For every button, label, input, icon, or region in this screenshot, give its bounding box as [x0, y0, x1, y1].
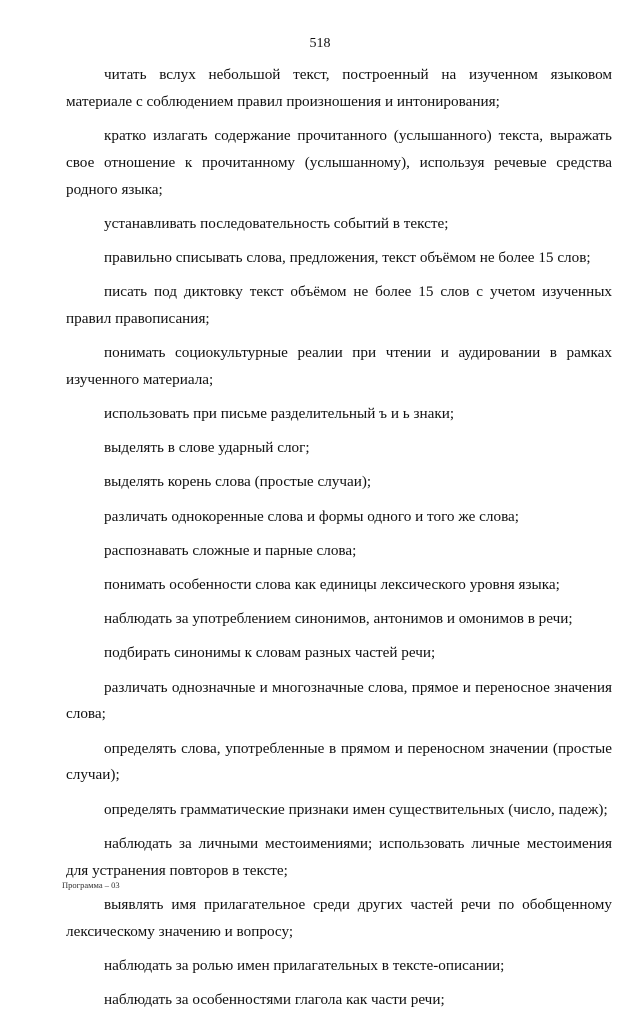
- page-number: 518: [309, 36, 331, 51]
- list-item: понимать особенности слова как единицы лексического уровня языка;: [104, 576, 560, 594]
- list-item: выделять корень слова (простые случаи);: [104, 473, 372, 491]
- list-item: устанавливать последовательность событий в тексте;: [104, 214, 449, 232]
- list-item: кратко излагать содержание прочитанного (услышанного) текста, выражать свое отношение к прочитанному (услышанному), используя речевые средства родного языка;: [66, 126, 612, 198]
- list-item: различать однозначные и многозначные слова, прямое и переносное значения слова;: [66, 678, 612, 723]
- list-item: наблюдать за особенностями глагола как части речи;: [104, 990, 445, 1008]
- list-item: использовать при письме разделительный ъ и ь знаки;: [104, 405, 455, 423]
- list-item: понимать социокультурные реалии при чтении и аудировании в рамках изученного материала;: [66, 344, 612, 388]
- list-item: подбирать синонимы к словам разных частей речи;: [104, 644, 436, 662]
- page-body: [66, 62, 612, 1021]
- list-item: определять слова, употребленные в прямом и переносном значении (простые случаи);: [66, 739, 612, 784]
- list-item: правильно списывать слова, предложения, текст объёмом не более 15 слов;: [104, 248, 591, 266]
- list-item: выявлять имя прилагательное среди других частей речи по обобщенному лексическому значению и вопросу;: [66, 895, 612, 940]
- list-item: распознавать сложные и парные слова;: [104, 541, 357, 559]
- list-item: определять грамматические признаки имен существительных (число, падеж);: [104, 800, 608, 818]
- list-item: различать однокоренные слова и формы одного и того же слова;: [104, 507, 519, 525]
- list-item: выделять в слове ударный слог;: [104, 439, 310, 457]
- list-item: наблюдать за личными местоимениями; использовать личные местоимения для устранения повторов в тексте;: [66, 834, 612, 879]
- list-item: наблюдать за употреблением синонимов, антонимов и омонимов в речи;: [104, 610, 573, 628]
- list-item: наблюдать за ролью имен прилагательных в тексте-описании;: [104, 956, 505, 974]
- list-item: читать вслух небольшой текст, построенный на изученном языковом материале с соблюдением правил произношения и интонирования;: [66, 66, 612, 110]
- page-footer: Программа – 03: [62, 880, 120, 890]
- list-item: писать под диктовку текст объёмом не более 15 слов с учетом изученных правил правописания;: [66, 283, 612, 327]
